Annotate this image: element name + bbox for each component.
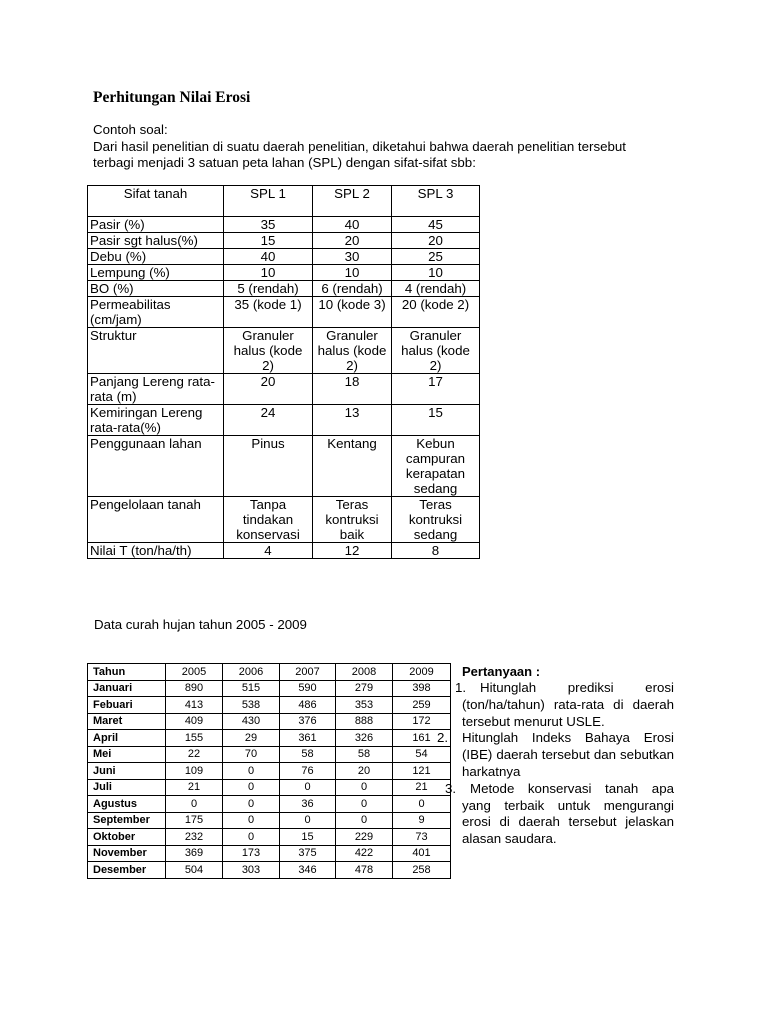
rainfall-value-cell: 279 — [336, 680, 393, 697]
spl-header-cell: Sifat tanah — [88, 186, 224, 217]
rainfall-value-cell: 21 — [166, 779, 223, 796]
rainfall-value-cell: 76 — [280, 763, 336, 780]
rainfall-value-cell: 229 — [336, 829, 393, 846]
intro-line: Dari hasil penelitian di suatu daerah penelitian, diketahui bahwa daerah penelitian tersebut — [93, 138, 626, 154]
spl-table-row — [88, 374, 480, 405]
rainfall-value-cell: 172 — [393, 713, 451, 730]
rainfall-value-cell: 15 — [280, 829, 336, 846]
rainfall-value-cell: 0 — [336, 779, 393, 796]
rainfall-value-cell: 54 — [393, 746, 451, 763]
spl-table-row — [88, 265, 480, 281]
question-number: 2. — [437, 730, 449, 746]
spl-value-cell: 20 (kode 2) — [392, 297, 480, 328]
spl-value-cell: Kebun campuran kerapatan sedang — [392, 436, 480, 497]
rainfall-value-cell: 58 — [280, 746, 336, 763]
rainfall-value-cell: 376 — [280, 713, 336, 730]
spl-table-row — [88, 436, 480, 497]
spl-value-cell: 10 (kode 3) — [313, 297, 392, 328]
rainfall-value-cell: 9 — [393, 812, 451, 829]
rainfall-month-cell: Febuari — [88, 697, 166, 714]
rainfall-row — [88, 713, 451, 730]
rainfall-value-cell: 478 — [336, 862, 393, 879]
rainfall-row — [88, 697, 451, 714]
spl-table-row — [88, 233, 480, 249]
spl-value-cell: Granuler halus (kode 2) — [224, 328, 313, 374]
rainfall-value-cell: 326 — [336, 730, 393, 747]
spl-header-row — [88, 186, 480, 217]
rainfall-row — [88, 796, 451, 813]
rainfall-value-cell: 504 — [166, 862, 223, 879]
rainfall-value-cell: 29 — [223, 730, 280, 747]
rainfall-value-cell: 22 — [166, 746, 223, 763]
spl-value-cell: 5 (rendah) — [224, 281, 313, 297]
rainfall-value-cell: 361 — [280, 730, 336, 747]
rainfall-header-row — [88, 664, 451, 681]
questions-heading: Pertanyaan : — [462, 664, 541, 679]
rainfall-value-cell: 20 — [336, 763, 393, 780]
spl-table-row — [88, 249, 480, 265]
rainfall-row — [88, 746, 451, 763]
rainfall-header-cell: 2005 — [166, 664, 223, 681]
rainfall-value-cell: 73 — [393, 829, 451, 846]
spl-table-row — [88, 405, 480, 436]
rainfall-value-cell: 0 — [223, 779, 280, 796]
rainfall-month-cell: Desember — [88, 862, 166, 879]
spl-header-cell: SPL 2 — [313, 186, 392, 217]
rainfall-value-cell: 0 — [336, 796, 393, 813]
rainfall-header-cell: 2009 — [393, 664, 451, 681]
rainfall-row — [88, 845, 451, 862]
spl-property-label: Pasir sgt halus(%) — [88, 233, 224, 249]
rainfall-month-cell: Oktober — [88, 829, 166, 846]
spl-value-cell: Teras kontruksi sedang — [392, 497, 480, 543]
question-number: 1. — [455, 680, 467, 695]
rainfall-month-cell: Mei — [88, 746, 166, 763]
spl-property-label: Debu (%) — [88, 249, 224, 265]
rainfall-value-cell: 430 — [223, 713, 280, 730]
spl-value-cell: 40 — [313, 217, 392, 233]
spl-value-cell: 15 — [392, 405, 480, 436]
rainfall-row — [88, 763, 451, 780]
rainfall-value-cell: 422 — [336, 845, 393, 862]
rainfall-value-cell: 346 — [280, 862, 336, 879]
spl-property-label: Kemiringan Lereng rata-rata(%) — [88, 405, 224, 436]
spl-value-cell: 35 (kode 1) — [224, 297, 313, 328]
spl-value-cell: 18 — [313, 374, 392, 405]
spl-table-row — [88, 497, 480, 543]
rainfall-month-cell: Agustus — [88, 796, 166, 813]
spl-property-label: BO (%) — [88, 281, 224, 297]
rainfall-value-cell: 0 — [223, 812, 280, 829]
spl-value-cell: 4 (rendah) — [392, 281, 480, 297]
rainfall-value-cell: 486 — [280, 697, 336, 714]
spl-value-cell: Granuler halus (kode 2) — [392, 328, 480, 374]
spl-value-cell: 4 — [224, 543, 313, 559]
spl-value-cell: 12 — [313, 543, 392, 559]
rainfall-month-cell: April — [88, 730, 166, 747]
spl-value-cell: 20 — [224, 374, 313, 405]
rainfall-month-cell: Maret — [88, 713, 166, 730]
rainfall-value-cell: 401 — [393, 845, 451, 862]
rainfall-month-cell: Juli — [88, 779, 166, 796]
rainfall-row — [88, 829, 451, 846]
rainfall-value-cell: 409 — [166, 713, 223, 730]
spl-value-cell: 30 — [313, 249, 392, 265]
spl-value-cell: 10 — [313, 265, 392, 281]
rainfall-value-cell: 0 — [336, 812, 393, 829]
spl-value-cell: 20 — [313, 233, 392, 249]
spl-value-cell: Tanpa tindakan konservasi — [224, 497, 313, 543]
rainfall-value-cell: 515 — [223, 680, 280, 697]
spl-table-row — [88, 543, 480, 559]
rainfall-value-cell: 0 — [393, 796, 451, 813]
rainfall-value-cell: 0 — [223, 763, 280, 780]
rainfall-value-cell: 0 — [223, 796, 280, 813]
spl-property-label: Pengelolaan tanah — [88, 497, 224, 543]
spl-value-cell: 8 — [392, 543, 480, 559]
rainfall-value-cell: 0 — [280, 812, 336, 829]
rainfall-header-cell: 2007 — [280, 664, 336, 681]
rainfall-value-cell: 353 — [336, 697, 393, 714]
rainfall-value-cell: 413 — [166, 697, 223, 714]
rainfall-row — [88, 730, 451, 747]
rainfall-value-cell: 590 — [280, 680, 336, 697]
spl-table-row — [88, 217, 480, 233]
intro-line: terbagi menjadi 3 satuan peta lahan (SPL) dengan sifat-sifat sbb: — [93, 155, 476, 170]
spl-value-cell: 13 — [313, 405, 392, 436]
spl-value-cell: 25 — [392, 249, 480, 265]
question-text: Metode konservasi tanah apa yang terbaik untuk mengurangi erosi di daerah tersebut jelaskan alasan saudara. — [462, 780, 674, 847]
spl-value-cell: 10 — [224, 265, 313, 281]
rainfall-value-cell: 303 — [223, 862, 280, 879]
spl-value-cell: 24 — [224, 405, 313, 436]
document-title: Perhitungan Nilai Erosi — [93, 89, 251, 106]
rainfall-header-cell: 2008 — [336, 664, 393, 681]
rainfall-caption: Data curah hujan tahun 2005 - 2009 — [94, 617, 307, 632]
questions-list — [437, 680, 674, 848]
rainfall-value-cell: 369 — [166, 845, 223, 862]
spl-property-label: Pasir (%) — [88, 217, 224, 233]
rainfall-value-cell: 161 — [393, 730, 451, 747]
rainfall-value-cell: 258 — [393, 862, 451, 879]
question-text: Hitunglah prediksi erosi (ton/ha/tahun) rata-rata di daerah tersebut menurut USLE. — [462, 680, 674, 729]
rainfall-row — [88, 779, 451, 796]
spl-table-row — [88, 297, 480, 328]
rainfall-header-cell: Tahun — [88, 664, 166, 681]
rainfall-value-cell: 232 — [166, 829, 223, 846]
rainfall-value-cell: 375 — [280, 845, 336, 862]
rainfall-value-cell: 121 — [393, 763, 451, 780]
spl-value-cell: 45 — [392, 217, 480, 233]
spl-property-label: Nilai T (ton/ha/th) — [88, 543, 224, 559]
rainfall-value-cell: 70 — [223, 746, 280, 763]
spl-property-label: Lempung (%) — [88, 265, 224, 281]
spl-value-cell: Granuler halus (kode 2) — [313, 328, 392, 374]
rainfall-month-cell: Juni — [88, 763, 166, 780]
spl-property-label: Permeabilitas (cm/jam) — [88, 297, 224, 328]
rainfall-header-cell: 2006 — [223, 664, 280, 681]
rainfall-row — [88, 812, 451, 829]
spl-table-row — [88, 281, 480, 297]
rainfall-value-cell: 890 — [166, 680, 223, 697]
spl-value-cell: Kentang — [313, 436, 392, 497]
spl-header-cell: SPL 3 — [392, 186, 480, 217]
rainfall-value-cell: 36 — [280, 796, 336, 813]
question-item — [445, 780, 674, 848]
spl-property-label: Panjang Lereng rata-rata (m) — [88, 374, 224, 405]
spl-value-cell: 20 — [392, 233, 480, 249]
rainfall-table — [87, 663, 451, 879]
rainfall-value-cell: 21 — [393, 779, 451, 796]
rainfall-value-cell: 538 — [223, 697, 280, 714]
rainfall-row — [88, 862, 451, 879]
spl-property-label: Struktur — [88, 328, 224, 374]
intro-line: Contoh soal: — [93, 122, 168, 137]
spl-table-row — [88, 328, 480, 374]
spl-value-cell: 17 — [392, 374, 480, 405]
spl-value-cell: Pinus — [224, 436, 313, 497]
spl-value-cell: 35 — [224, 217, 313, 233]
rainfall-value-cell: 155 — [166, 730, 223, 747]
rainfall-month-cell: September — [88, 812, 166, 829]
spl-properties-table — [87, 185, 480, 559]
rainfall-row — [88, 680, 451, 697]
rainfall-value-cell: 173 — [223, 845, 280, 862]
rainfall-value-cell: 0 — [280, 779, 336, 796]
question-number: 3. — [445, 780, 457, 796]
spl-header-cell: SPL 1 — [224, 186, 313, 217]
rainfall-value-cell: 0 — [223, 829, 280, 846]
spl-value-cell: 15 — [224, 233, 313, 249]
spl-value-cell: Teras kontruksi baik — [313, 497, 392, 543]
spl-value-cell: 40 — [224, 249, 313, 265]
rainfall-value-cell: 58 — [336, 746, 393, 763]
question-item — [437, 730, 674, 780]
question-item — [455, 680, 674, 730]
rainfall-value-cell: 175 — [166, 812, 223, 829]
question-text: Hitunglah Indeks Bahaya Erosi (IBE) daerah tersebut dan sebutkan harkatnya — [462, 730, 674, 779]
rainfall-value-cell: 259 — [393, 697, 451, 714]
rainfall-value-cell: 888 — [336, 713, 393, 730]
rainfall-month-cell: Januari — [88, 680, 166, 697]
rainfall-month-cell: November — [88, 845, 166, 862]
spl-value-cell: 10 — [392, 265, 480, 281]
rainfall-value-cell: 398 — [393, 680, 451, 697]
spl-property-label: Penggunaan lahan — [88, 436, 224, 497]
rainfall-value-cell: 0 — [166, 796, 223, 813]
rainfall-value-cell: 109 — [166, 763, 223, 780]
spl-value-cell: 6 (rendah) — [313, 281, 392, 297]
intro-paragraph — [93, 122, 693, 172]
